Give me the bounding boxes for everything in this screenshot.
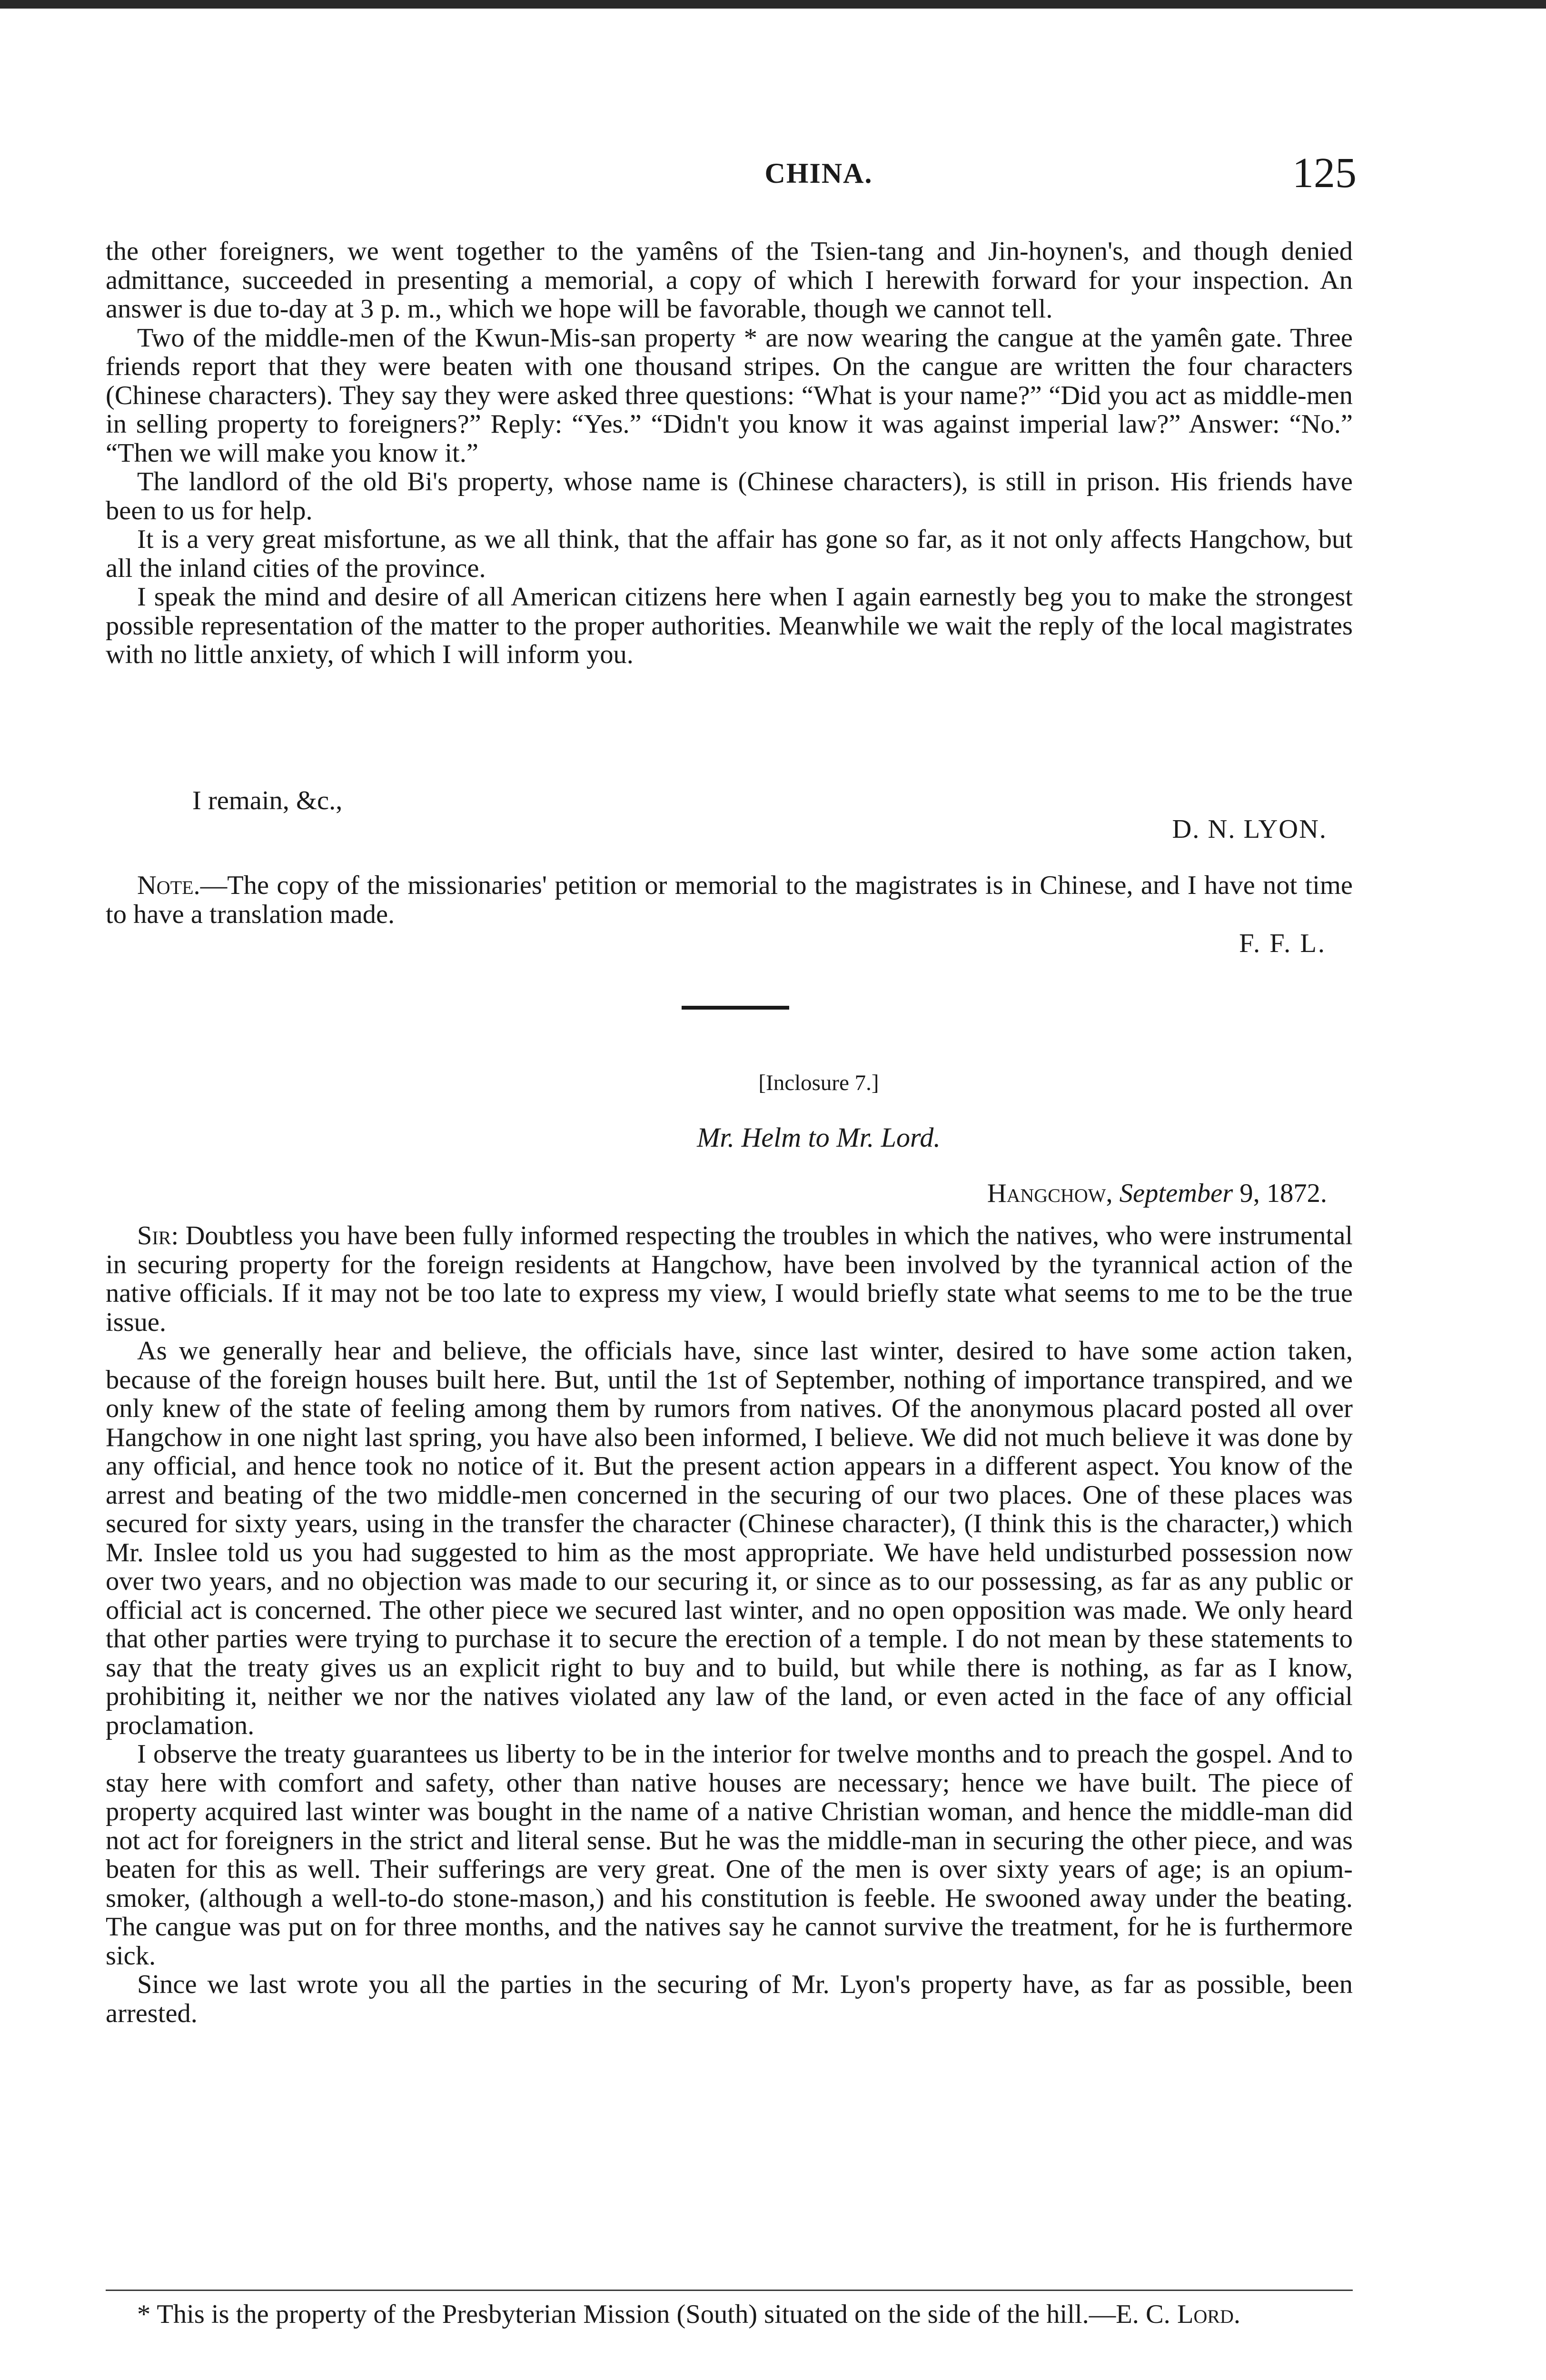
page-number: 125 [1292,149,1357,197]
paragraph: I observe the treaty guarantees us liberty to be in the interior for twelve months and to preach the gospel. And to stay here with comfort and safety, other than native houses are necessary; hence we have built. The piece of property acquired last winter was bought in the name of a native Christian woman, and hence the middle-man did not act for foreigners in the strict and literal sense. But he was the middle-man in securing the other piece, and was beaten for this as well. Their sufferings are very great. One of the men is over sixty years of age; is an opium-smoker, (although a well-to-do stone-mason,) and his constitution is feeble. He swooned away under the beating. The cangue was put on for three months, and the natives say he cannot survive the treatment, for he is furthermore sick. [106,1739,1353,1971]
translator-note [106,871,1353,929]
note-label: Note. [137,871,200,900]
dateline [987,1178,1327,1209]
paragraph: It is a very great misfortune, as we all think, that the affair has gone so far, as it not only affects Hangchow, but all the inland cities of the province. [106,525,1353,583]
note-initials: F. F. L. [1239,929,1326,958]
salutation: Sir [137,1221,171,1250]
dateline-month: September [1119,1179,1233,1208]
paragraph: Two of the middle-men of the Kwun-Mis-san property * are now wearing the cangue at the yamên gate. Three friends report that they were beaten with one thousand stripes. On the cangue are written the four characters (Chinese characters). They say they were asked three questions: “What is your name?” “Did you act as middle-men in selling property to foreigners?” Reply: “Yes.” “Didn't you know it was against imperial law?” Answer: “No.” “Then we will make you know it.” [106,323,1353,468]
paragraph: : Doubtless you have been fully informed respecting the troubles in which the natives, who were instrumental in securing property for the foreign residents at Hangchow, have been involved by the tyrannical action of the native officials. If it may not be too late to express my view, I would briefly state what seems to me to be the true issue. [106,1221,1353,1337]
paragraph: I speak the mind and desire of all American citizens here when I again earnestly beg you to make the strongest possible representation of the matter to the proper authorities. Meanwhile we wait the reply of the local magistrates with no little anxiety, of which I will inform you. [106,582,1353,669]
inclosure-label: [Inclosure 7.] [758,1071,879,1095]
section-divider [682,1006,789,1010]
footnote-rule [106,2290,1353,2291]
footnote-signer: Lord. [1177,2300,1241,2329]
lyon-letter-body [106,237,1353,669]
dateline-place: Hangchow, [987,1179,1113,1208]
letter-closing: I remain, &c., [192,786,343,815]
dateline-date: 9, 1872. [1239,1179,1327,1208]
running-header-title: CHINA. [764,158,873,189]
footnote [106,2300,1353,2329]
paragraph: the other foreigners, we went together to the yamêns of the Tsien-tang and Jin-hoynen's, and though denied admittance, succeeded in presenting a memorial, a copy of which I herewith forward for your inspection. An answer is due to-day at 3 p. m., which we hope will be favorable, though we cannot tell. [106,237,1353,324]
footnote-text: * This is the property of the Presbyterian Mission (South) situated on the side of the hill.—E. C. [137,2300,1177,2329]
signature-lyon: D. N. LYON. [1172,814,1327,844]
top-page-border [0,0,1546,9]
helm-letter-body [106,1221,1353,2028]
letter-title: Mr. Helm to Mr. Lord. [697,1122,941,1153]
note-text: —The copy of the missionaries' petition or memorial to the magistrates is in Chinese, and I have not time to have a translation made. [106,871,1353,929]
paragraph: The landlord of the old Bi's property, whose name is (Chinese characters), is still in prison. His friends have been to us for help. [106,467,1353,526]
paragraph: As we generally hear and believe, the officials have, since last winter, desired to have some action taken, because of the foreign houses built here. But, until the 1st of September, nothing of importance transpired, and we only knew of the state of feeling among them by rumors from natives. Of the anonymous placard posted all over Hangchow in one night last spring, you have also been informed, I believe. We did not much believe it was done by any official, and hence took no notice of it. But the present action appears in a different aspect. You know of the arrest and beating of the two middle-men concerned in the securing of our two places. One of these places was secured for sixty years, using in the transfer the character (Chinese character), (I think this is the character,) which Mr. Inslee told us you had suggested to him as the most appropriate. We have held undisturbed possession now over two years, and no objection was made to our securing it, or since as to our possessing, as far as any public or official act is concerned. The other piece we secured last winter, and no open opposition was made. We only heard that other parties were trying to purchase it to secure the erection of a temple. I do not mean by these statements to say that the treaty gives us an explicit right to buy and to build, but while there is nothing, as far as I know, prohibiting it, neither we nor the natives violated any law of the land, or even acted in the face of any official proclamation. [106,1336,1353,1740]
paragraph: Since we last wrote you all the parties in the securing of Mr. Lyon's property have, as far as possible, been arrested. [106,1970,1353,2028]
